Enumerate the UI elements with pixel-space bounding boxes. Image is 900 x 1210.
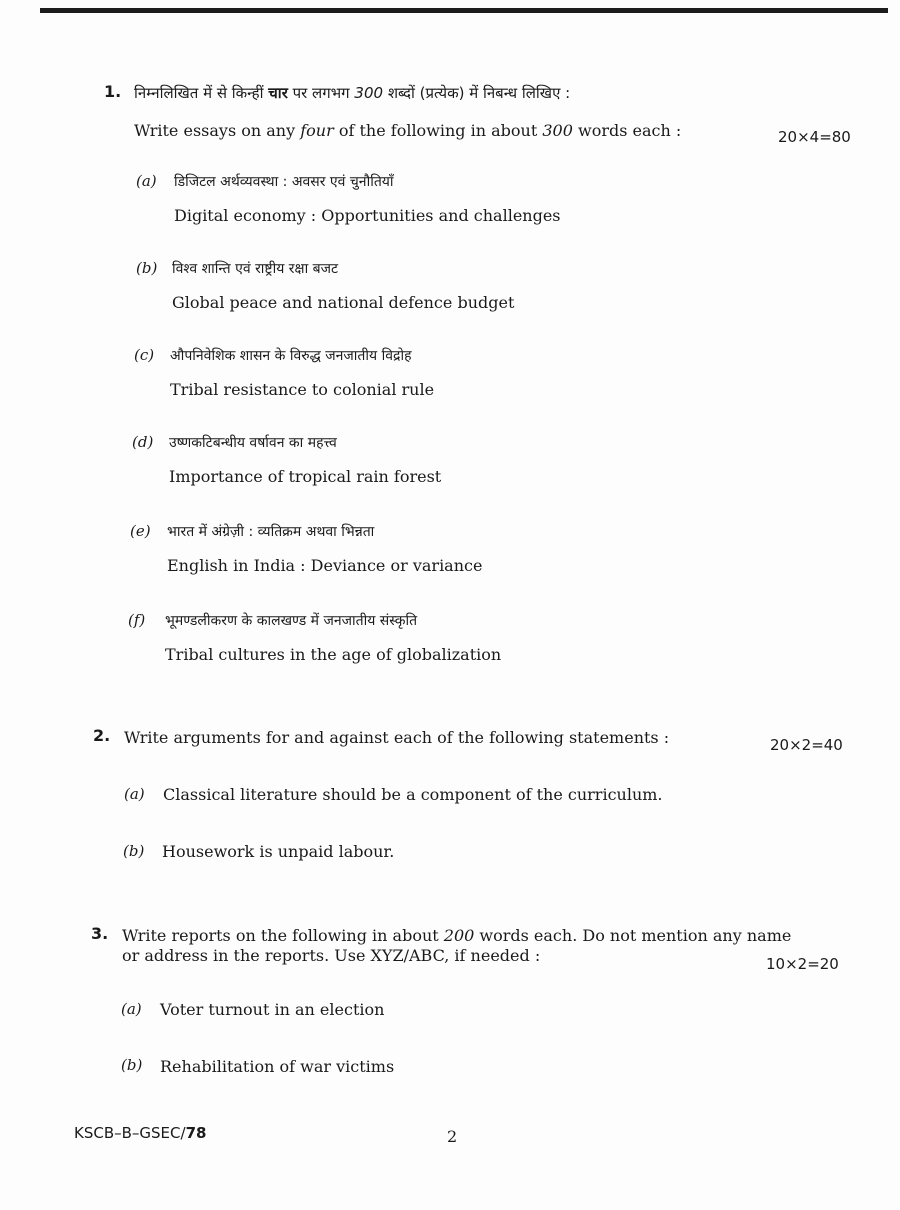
q1-item-e-hindi: भारत में अंग्रेज़ी : व्यतिक्रम अथवा भिन्नता: [167, 524, 375, 540]
q1-item-d-english: Importance of tropical rain forest: [169, 467, 442, 486]
question-3-number: 3.: [91, 924, 109, 943]
q1-item-f-english: Tribal cultures in the age of globalization: [165, 645, 502, 664]
q1-item-f-hindi: भूमण्डलीकरण के कालखण्ड में जनजातीय संस्कृति: [165, 613, 418, 629]
question-2-marks: 20×2=40: [770, 736, 843, 754]
q3-item-b-text: Rehabilitation of war victims: [160, 1057, 395, 1076]
q1-item-b-label: (b): [136, 259, 158, 277]
q1-item-d-hindi: उष्णकटिबन्धीय वर्षावन का महत्त्व: [169, 435, 337, 451]
q1-item-f-label: (f): [128, 611, 146, 629]
page-number: 2: [447, 1127, 458, 1146]
q1-item-a-hindi: डिजिटल अर्थव्यवस्था : अवसर एवं चुनौतियाँ: [174, 174, 394, 190]
q2-item-a-text: Classical literature should be a component of the curriculum.: [163, 785, 663, 804]
q3-item-a-text: Voter turnout in an election: [160, 1000, 385, 1019]
question-1-hindi-instruction: निम्नलिखित में से किन्हीं चार पर लगभग 300 शब्दों (प्रत्येक) में निबन्ध लिखिए :: [134, 84, 571, 102]
q1-item-c-english: Tribal resistance to colonial rule: [170, 380, 435, 399]
question-2-number: 2.: [93, 726, 111, 745]
top-rule: [40, 8, 888, 13]
q3-item-b-label: (b): [121, 1056, 143, 1074]
q1-item-b-hindi: विश्व शान्ति एवं राष्ट्रीय रक्षा बजट: [172, 261, 339, 277]
question-3-instruction-line-2: or address in the reports. Use XYZ/ABC, if needed :: [122, 946, 541, 965]
q1-item-a-english: Digital economy : Opportunities and challenges: [174, 206, 561, 225]
question-2-instruction: Write arguments for and against each of the following statements :: [124, 728, 670, 747]
question-1-marks: 20×4=80: [778, 128, 851, 146]
q1-item-c-hindi: औपनिवेशिक शासन के विरुद्ध जनजातीय विद्रोह: [170, 348, 412, 364]
q2-item-b-label: (b): [123, 842, 145, 860]
paper-code: KSCB–B–GSEC/78: [74, 1124, 207, 1142]
q1-item-a-label: (a): [136, 172, 157, 190]
question-1-english-instruction: Write essays on any four of the following in about 300 words each :: [134, 121, 682, 140]
q1-item-d-label: (d): [132, 433, 154, 451]
question-1-number: 1.: [104, 82, 122, 101]
q2-item-b-text: Housework is unpaid labour.: [162, 842, 395, 861]
q1-item-b-english: Global peace and national defence budget: [172, 293, 515, 312]
q1-item-e-english: English in India : Deviance or variance: [167, 556, 483, 575]
q2-item-a-label: (a): [124, 785, 145, 803]
question-3-marks: 10×2=20: [766, 955, 839, 973]
question-3-instruction-line-1: Write reports on the following in about 200 words each. Do not mention any name: [122, 926, 792, 945]
q1-item-e-label: (e): [130, 522, 151, 540]
q3-item-a-label: (a): [121, 1000, 142, 1018]
q1-item-c-label: (c): [134, 346, 155, 364]
